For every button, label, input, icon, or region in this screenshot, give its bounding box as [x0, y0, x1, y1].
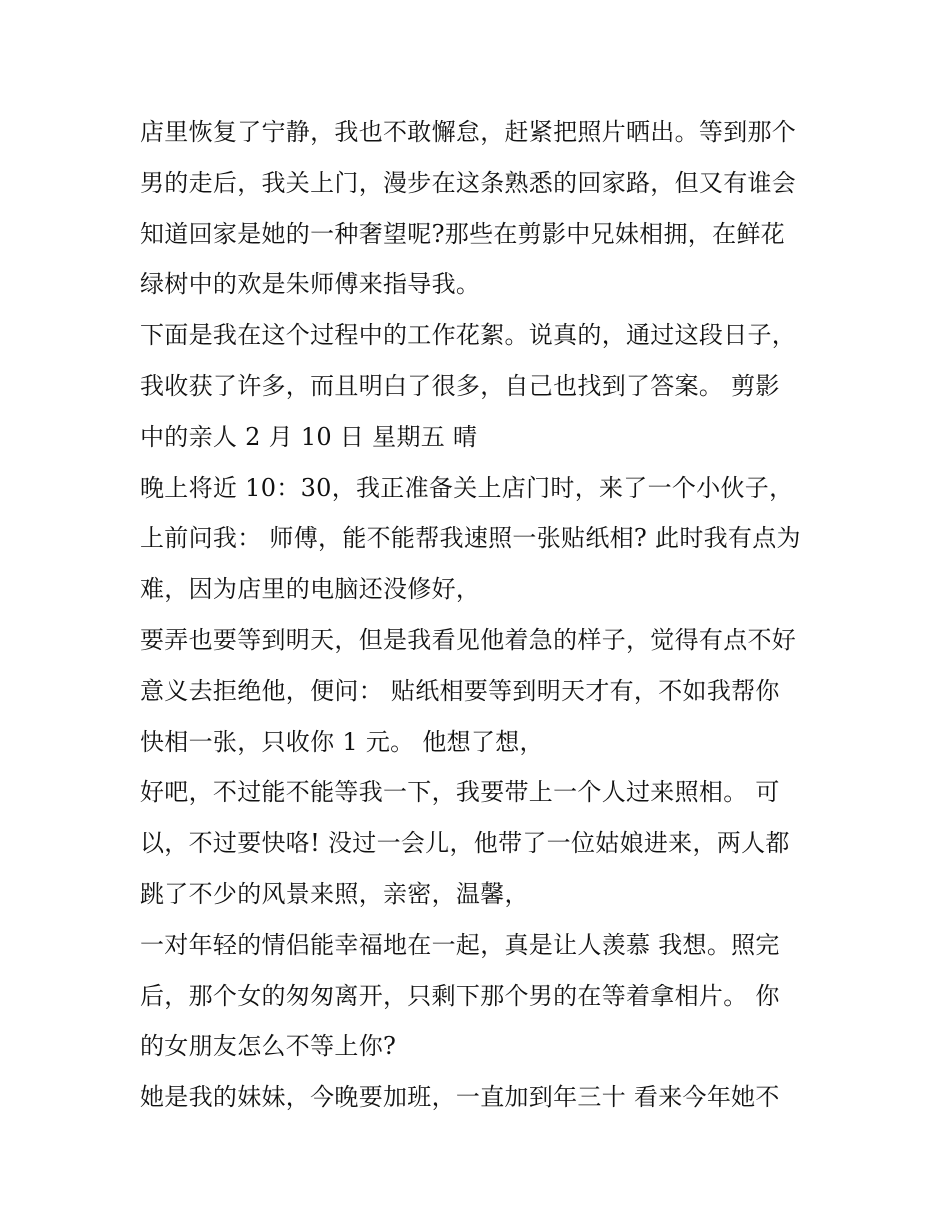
text-line: 男的走后，我关上门，漫步在这条熟悉的回家路，但又有谁会: [140, 168, 797, 197]
text-line: 快相一张，只收你 1 元。 他想了想，: [140, 727, 544, 756]
text-line: 意义去拒绝他，便问： 贴纸相要等到明天才有，不如我帮你: [140, 676, 780, 705]
document-body: [140, 107, 820, 1123]
text-line: 一对年轻的情侣能幸福地在一起，真是让人羡慕 我想。照完: [140, 930, 780, 959]
text-line: 中的亲人 2 月 10 日 星期五 晴: [140, 422, 478, 451]
text-line: 后，那个女的匆匆离开，只剩下那个男的在等着拿相片。 你: [140, 981, 780, 1010]
text-line: 要弄也要等到明天，但是我看见他着急的样子，觉得有点不好: [140, 625, 797, 654]
text-line: 上前问我： 师傅，能不能帮我速照一张贴纸相? 此时我有点为: [140, 524, 801, 553]
text-line: 跳了不少的风景来照，亲密，温馨，: [140, 879, 529, 908]
text-line: 下面是我在这个过程中的工作花絮。说真的，通过这段日子，: [140, 321, 797, 350]
text-line: 店里恢复了宁静，我也不敢懈怠，赶紧把照片晒出。等到那个: [140, 118, 797, 146]
text-line: 难，因为店里的电脑还没修好，: [140, 575, 481, 604]
text-line: 好吧，不过能不能等我一下，我要带上一个人过来照相。 可: [140, 778, 780, 807]
text-line: 绿树中的欢是朱师傅来指导我。: [140, 270, 481, 299]
text-line: 的女朋友怎么不等上你?: [140, 1032, 397, 1061]
text-line: 晚上将近 10：30，我正准备关上店门时，来了一个小伙子，: [140, 473, 794, 502]
text-line: 她是我的妹妹，今晚要加班，一直加到年三十 看来今年她不: [140, 1083, 780, 1112]
text-line: 以，不过要快咯! 没过一会儿，他带了一位姑娘进来，两人都: [140, 829, 790, 858]
text-line: 我收获了许多，而且明白了很多，自己也找到了答案。 剪影: [140, 371, 780, 400]
text-line: 知道回家是她的一种奢望呢?那些在剪影中兄妹相拥，在鲜花: [140, 219, 785, 248]
